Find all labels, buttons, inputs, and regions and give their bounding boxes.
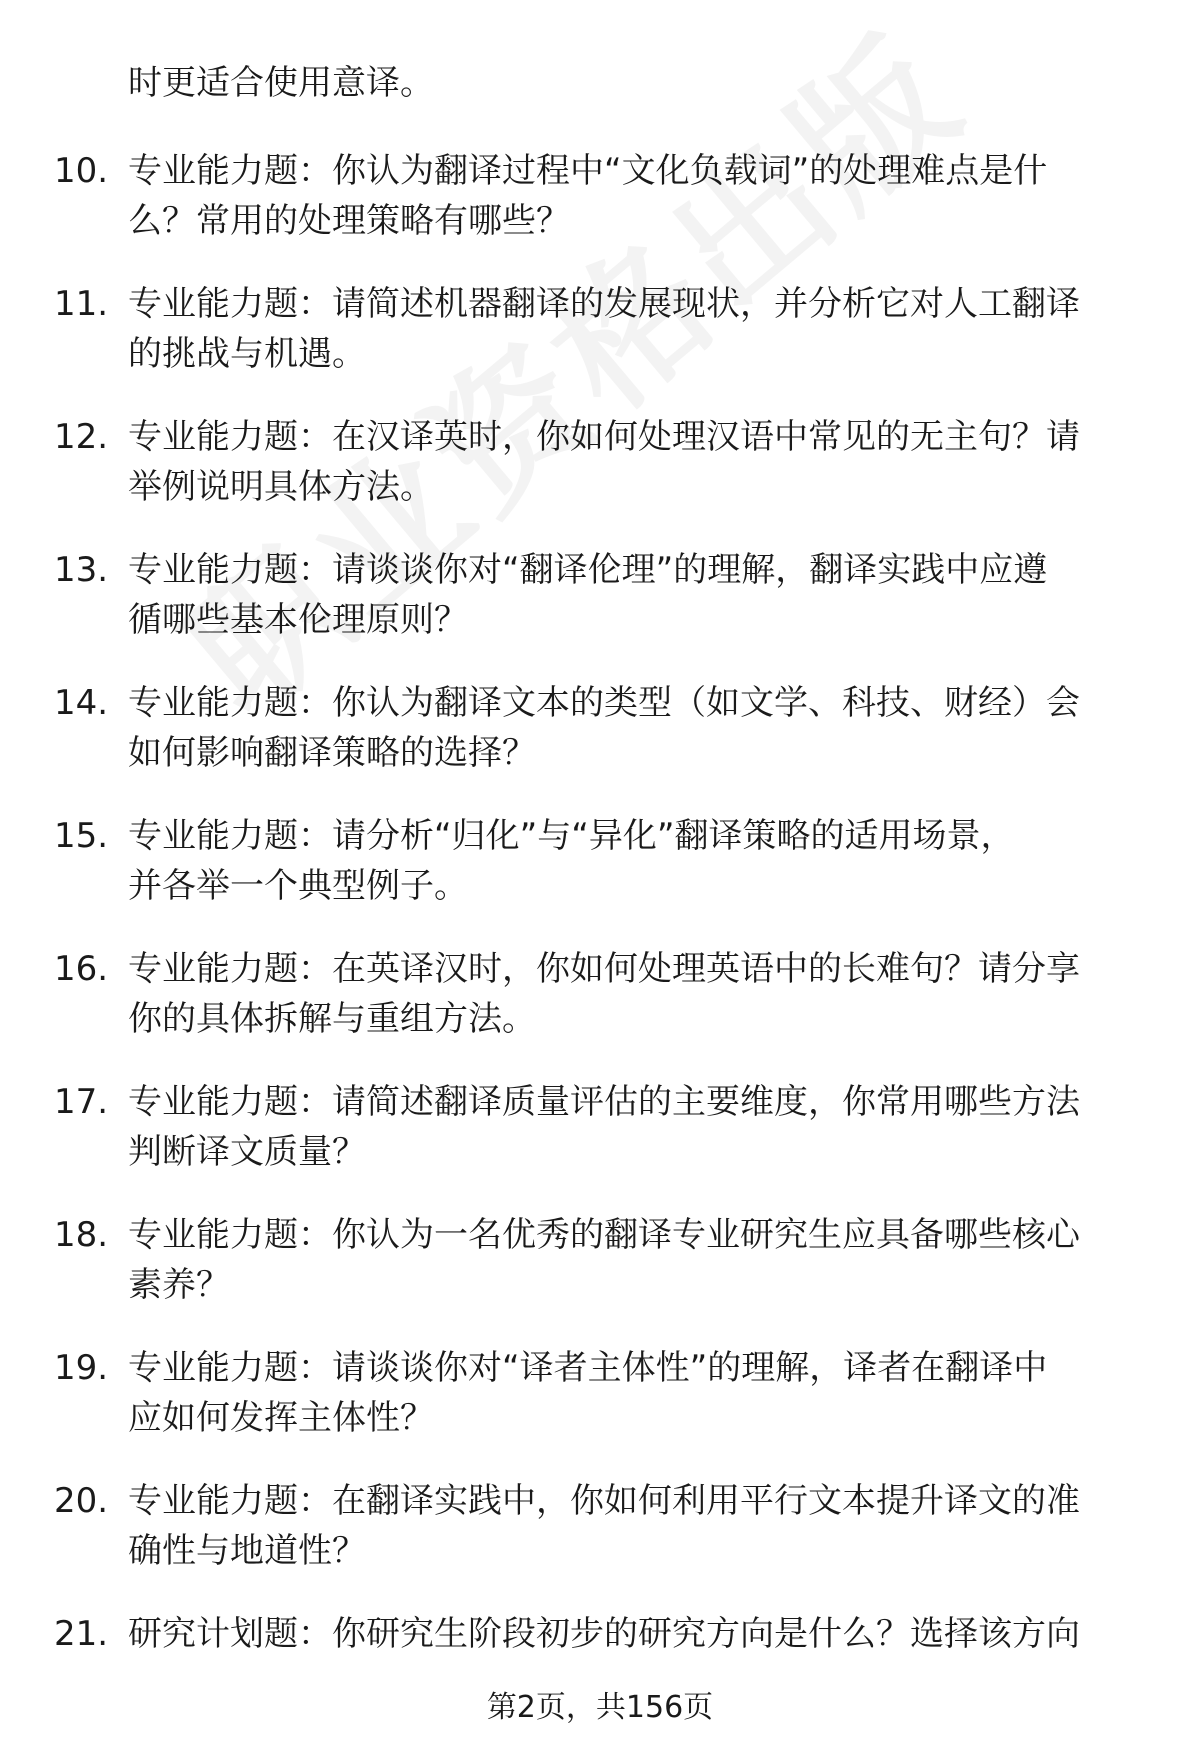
item-text-line: 确性与地道性？ (128, 1531, 366, 1571)
item-number: 18. (54, 1215, 109, 1255)
list-item (0, 1077, 1200, 1210)
item-text-line: 专业能力题：请简述机器翻译的发展现状，并分析它对人工翻译 (128, 284, 1080, 324)
item-text-line: 专业能力题：请简述翻译质量评估的主要维度，你常用哪些方法 (128, 1082, 1080, 1122)
list-item (0, 678, 1200, 811)
item-text-line: 么？常用的处理策略有哪些？ (128, 201, 570, 241)
item-text-line: 应如何发挥主体性？ (128, 1398, 434, 1438)
item-number: 19. (54, 1348, 109, 1388)
item-number: 20. (54, 1481, 109, 1521)
item-text-line: 专业能力题：在英译汉时，你如何处理英语中的长难句？请分享 (128, 949, 1080, 989)
list-item (0, 412, 1200, 545)
continuation-text: 时更适合使用意译。 (128, 63, 434, 103)
list-item (0, 811, 1200, 944)
item-text-line: 你的具体拆解与重组方法。 (128, 999, 536, 1039)
list-item (0, 1343, 1200, 1476)
item-number: 17. (54, 1082, 109, 1122)
item-text-line: 专业能力题：请分析“归化”与“异化”翻译策略的适用场景， (128, 816, 1015, 856)
list-item (0, 944, 1200, 1077)
item-text-line: 专业能力题：你认为一名优秀的翻译专业研究生应具备哪些核心 (128, 1215, 1080, 1255)
list-item (0, 146, 1200, 279)
list-item (0, 1476, 1200, 1609)
item-text-line: 专业能力题：你认为翻译过程中“文化负载词”的处理难点是什 (128, 151, 1048, 191)
item-text-line: 专业能力题：在翻译实践中，你如何利用平行文本提升译文的准 (128, 1481, 1080, 1521)
item-number: 16. (54, 949, 109, 989)
item-number: 11. (54, 284, 109, 324)
item-text-line: 并各举一个典型例子。 (128, 866, 468, 906)
item-text-line: 专业能力题：请谈谈你对“翻译伦理”的理解，翻译实践中应遵 (128, 550, 1048, 590)
page-footer: 第2页，共156页 (486, 1690, 714, 1725)
item-text-line: 素养？ (128, 1265, 230, 1305)
item-number: 10. (54, 151, 109, 191)
list-item (0, 545, 1200, 678)
item-text-line: 的挑战与机遇。 (128, 334, 366, 374)
list-item (0, 279, 1200, 412)
item-number: 21. (54, 1614, 109, 1654)
item-text-line: 研究计划题：你研究生阶段初步的研究方向是什么？选择该方向 (128, 1614, 1080, 1654)
item-text-line: 如何影响翻译策略的选择？ (128, 733, 536, 773)
item-text-line: 循哪些基本伦理原则？ (128, 600, 468, 640)
list-item (0, 1210, 1200, 1343)
item-text-line: 举例说明具体方法。 (128, 467, 434, 507)
item-number: 14. (54, 683, 109, 723)
question-list (0, 146, 1200, 1742)
item-text-line: 专业能力题：在汉译英时，你如何处理汉语中常见的无主句？请 (128, 417, 1080, 457)
item-number: 12. (54, 417, 109, 457)
item-text-line: 专业能力题：你认为翻译文本的类型（如文学、科技、财经）会 (128, 683, 1080, 723)
item-text-line: 专业能力题：请谈谈你对“译者主体性”的理解，译者在翻译中 (128, 1348, 1048, 1388)
item-text-line: 判断译文质量？ (128, 1132, 366, 1172)
item-number: 13. (54, 550, 109, 590)
item-number: 15. (54, 816, 109, 856)
